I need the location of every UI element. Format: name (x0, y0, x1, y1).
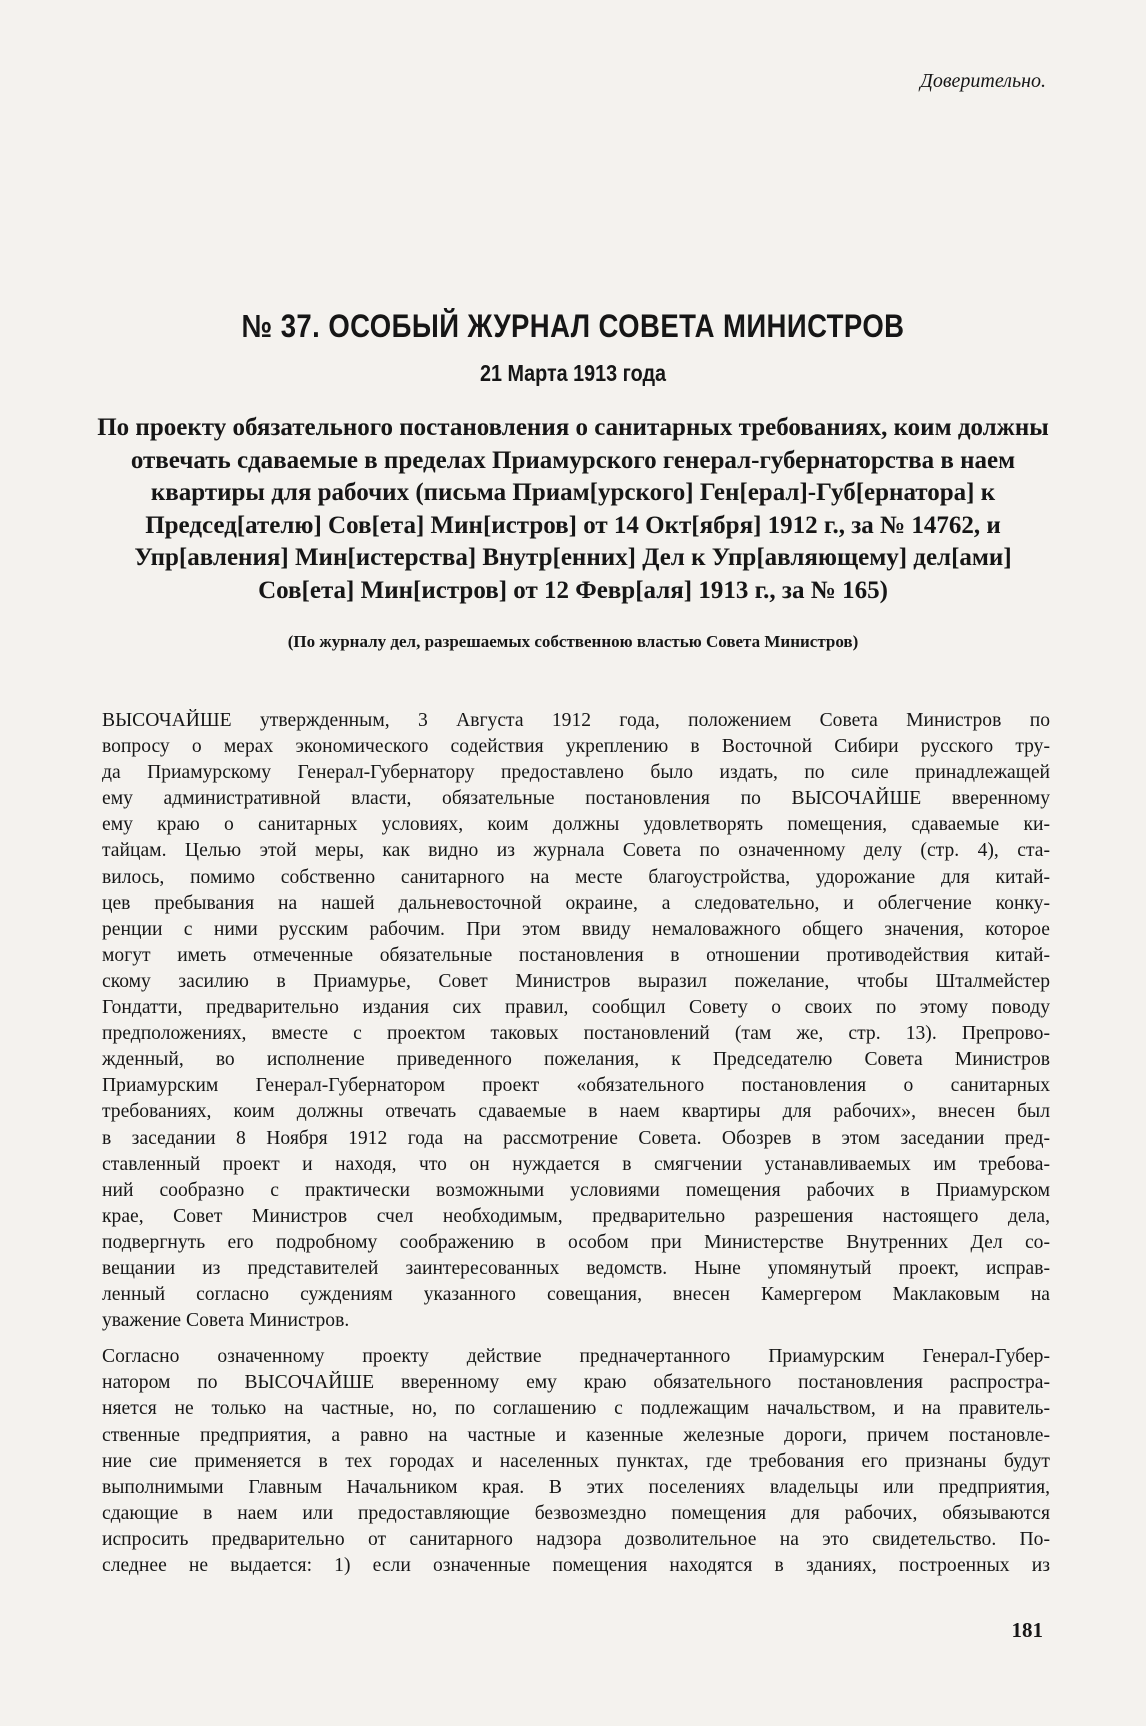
document-title: № 37. ОСОБЫЙ ЖУРНАЛ СОВЕТА МИНИСТРОВ (241, 308, 905, 344)
paragraph-line: вилось, помимо собственно санитарного на месте благоустройства, удорожание для китай- (102, 866, 1050, 888)
document-date: 21 Марта 1913 года (479, 360, 667, 386)
paragraph-line: требованиях, коим должны отвечать сдаваемые в наем квартиры для рабочих», внесен был (102, 1101, 1050, 1123)
paragraph-line: ственные предприятия, а равно на частные и казенные железные дороги, причем постановле- (102, 1424, 1050, 1446)
paragraph-line: ние сие применяется в тех городах и населенных пунктах, где требования его признаны будут (102, 1450, 1050, 1472)
paragraph-line: ренции с ними русским рабочим. При этом ввиду немаловажного общего значения, которое (102, 918, 1050, 940)
paragraph-line: следнее не выдается: 1) если означенные помещения находятся в зданиях, построенных из (102, 1555, 1050, 1576)
paragraph-gap (102, 1334, 1050, 1344)
paragraph-line: няется не только на частные, но, по соглашению с подлежащим начальством, и на правитель- (102, 1398, 1050, 1420)
paragraph-line: сдающие в наем или предоставляющие безвозмездно помещения для рабочих, обязываются (102, 1502, 1050, 1524)
paragraph-line: вещании из представителей заинтересованных ведомств. Ныне упомянутый проект, исправ- (102, 1257, 1050, 1279)
journal-note: (По журналу дел, разрешаемых собственною властью Совета Министров) (287, 632, 859, 651)
paragraph-line: ний сообразно с практически возможными условиями помещения рабочих в Приамурском (102, 1179, 1050, 1201)
paragraph-line: тайцам. Целью этой меры, как видно из журнала Совета по означенному делу (стр. 4), ста- (102, 840, 1050, 862)
subject-line: квартиры для рабочих (письма Приам[урского] Ген[ерал]-Губ[ернатора] к (150, 479, 996, 506)
paragraph-line: жденный, во исполнение приведенного пожелания, к Председателю Совета Министров (102, 1049, 1050, 1071)
paragraph-line: в заседании 8 Ноября 1912 года на рассмотрение Совета. Обозрев в этом заседании пред- (102, 1127, 1050, 1149)
paragraph-line: скому засилию в Приамурье, Совет Министров выразил пожелание, чтобы Шталмейстер (102, 970, 1050, 992)
confidential-mark: Доверительно. (920, 70, 1046, 92)
paragraph-line: уважение Совета Министров. (102, 1310, 350, 1332)
paragraph-line: Приамурским Генерал-Губернатором проект «обязательного постановления о санитарных (102, 1075, 1050, 1097)
paragraph-line: вопросу о мерах экономического содействия укреплению в Восточной Сибири русского тру- (102, 736, 1050, 758)
body-text (102, 708, 1050, 1579)
paragraph-line: предположениях, вместе с проектом таковых постановлений (там же, стр. 13). Препрово- (102, 1023, 1050, 1045)
paragraph-line: испросить предварительно от санитарного надзора дозволительное на это свидетельство. По- (102, 1528, 1050, 1550)
paragraph-line: выполнимыми Главным Начальником края. В этих поселениях владельцы или предприятия, (102, 1476, 1050, 1498)
document-subject (70, 412, 1076, 607)
paragraph-line: да Приамурскому Генерал-Губернатору предоставлено было издать, по силе принадлежащей (102, 762, 1050, 784)
paragraph-line: ему административной власти, обязательные постановления по ВЫСОЧАЙШЕ вверенному (102, 788, 1050, 810)
paragraph-line: ставленный проект и находя, что он нуждается в смягчении устанавливаемых им требова- (102, 1153, 1050, 1175)
paragraph-line: Гондатти, предварительно издания сих правил, сообщил Совету о своих по этому поводу (102, 997, 1050, 1019)
subject-line: Председ[ателю] Сов[ета] Мин[истров] от 14 Окт[ября] 1912 г., за № 14762, и (145, 511, 1001, 539)
paragraph-line: крае, Совет Министров счел необходимым, предварительно разрешения настоящего дела, (102, 1205, 1050, 1227)
paragraph-line: подвергнуть его подробному соображению в особом при Министерстве Внутренних Дел со- (102, 1231, 1050, 1253)
paragraph-line: натором по ВЫСОЧАЙШЕ вверенному ему краю обязательного постановления распростра- (102, 1372, 1050, 1394)
paragraph-line: ленный согласно суждениям указанного совещания, внесен Камергером Маклаковым на (102, 1284, 1050, 1306)
paragraph-line: ему краю о санитарных условиях, коим должны удовлетворять помещения, сдаваемые ки- (102, 814, 1050, 836)
paragraph-line: могут иметь отмеченные обязательные постановления в отношении противодействия китай- (102, 944, 1050, 966)
page-number: 181 (1011, 1618, 1043, 1642)
subject-line: Сов[ета] Мин[истров] от 12 Февр[аля] 1913 г., за № 165) (258, 576, 888, 604)
subject-line: Упр[авления] Мин[истерства] Внутр[енних] Дел к Упр[авляющему] дел[ами] (134, 544, 1012, 571)
paragraph-line: Согласно означенному проекту действие предначертанного Приамурским Генерал-Губер- (102, 1346, 1050, 1368)
subject-line: отвечать сдаваемые в пределах Приамурского генерал-губернаторства в наем (130, 446, 1016, 474)
paragraph-line: цев пребывания на нашей дальневосточной окраине, а следовательно, и облегчение конку- (102, 892, 1050, 914)
subject-line: По проекту обязательного постановления о санитарных требованиях, коим должны (97, 414, 1049, 441)
paragraph-line: ВЫСОЧАЙШЕ утвержденным, 3 Августа 1912 года, положением Совета Министров по (102, 710, 1050, 731)
